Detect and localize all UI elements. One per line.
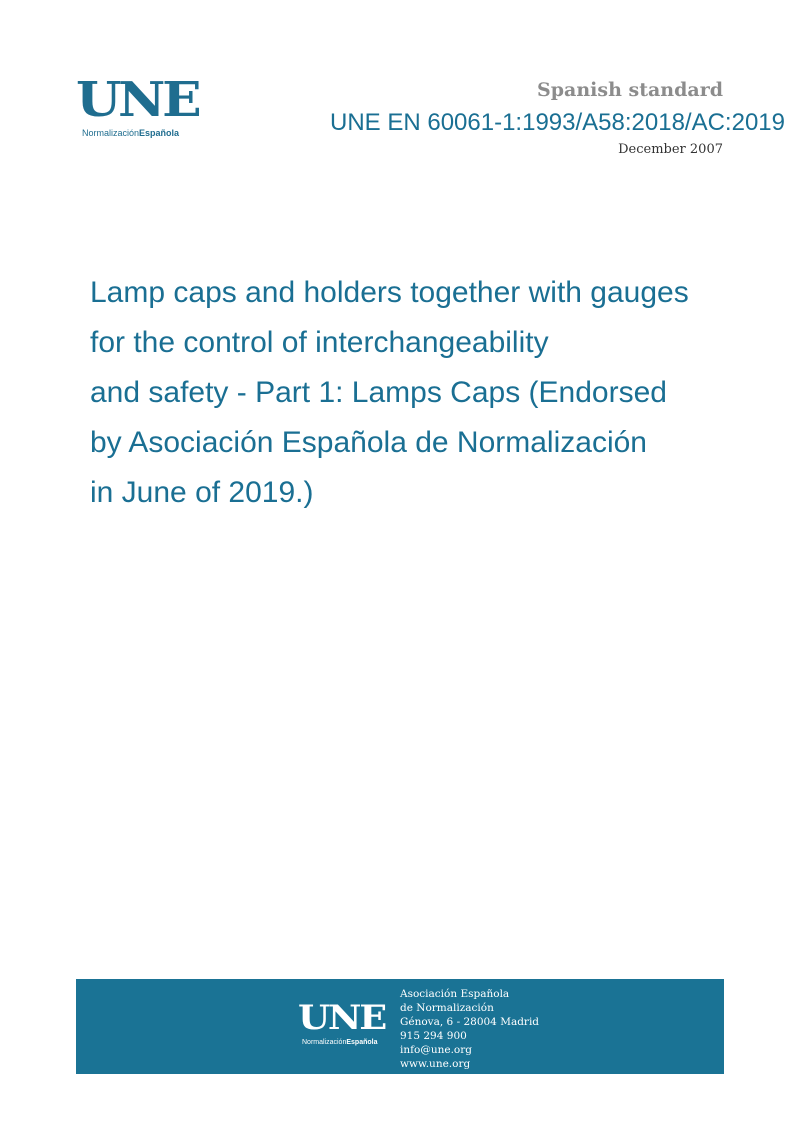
contact-address: Génova, 6 - 28004 Madrid — [400, 1016, 540, 1028]
footer-contact — [400, 987, 539, 1071]
title-line: for the control of interchangeability — [90, 326, 549, 359]
une-logo — [76, 72, 199, 144]
contact-email: info@une.org — [400, 1044, 472, 1056]
une-logo-tagline-regular: Normalización — [82, 128, 140, 138]
une-logo-wordmark: UNE — [76, 72, 199, 128]
footer-une-logo-tagline — [302, 1039, 377, 1046]
header-meta — [537, 78, 723, 157]
contact-website: www.une.org — [400, 1058, 471, 1070]
doc-code: UNE EN 60061-1:1993/A58:2018/AC:2019 — [330, 109, 785, 136]
footer-une-logo — [298, 998, 388, 1051]
document-title — [90, 268, 770, 518]
title-line: in June of 2019.) — [90, 476, 314, 509]
title-line: Lamp caps and holders together with gauges — [90, 276, 689, 309]
title-line: and safety - Part 1: Lamps Caps (Endorsed — [90, 376, 667, 409]
doc-date: December 2007 — [618, 142, 723, 157]
doc-type-label: Spanish standard — [537, 79, 723, 101]
contact-org-name-1: Asociación Española — [400, 988, 510, 1000]
footer-une-logo-wordmark: UNE — [298, 998, 386, 1038]
footer-band — [76, 979, 724, 1074]
contact-phone: 915 294 900 — [400, 1030, 467, 1042]
une-logo-tagline-bold: Española — [139, 128, 180, 138]
une-logo-tagline — [82, 128, 179, 138]
footer-logo-tagline-regular: Normalización — [302, 1039, 347, 1046]
title-line: by Asociación Española de Normalización — [90, 426, 647, 459]
footer-logo-tagline-bold: Española — [346, 1039, 378, 1046]
contact-org-name-2: de Normalización — [400, 1002, 494, 1014]
